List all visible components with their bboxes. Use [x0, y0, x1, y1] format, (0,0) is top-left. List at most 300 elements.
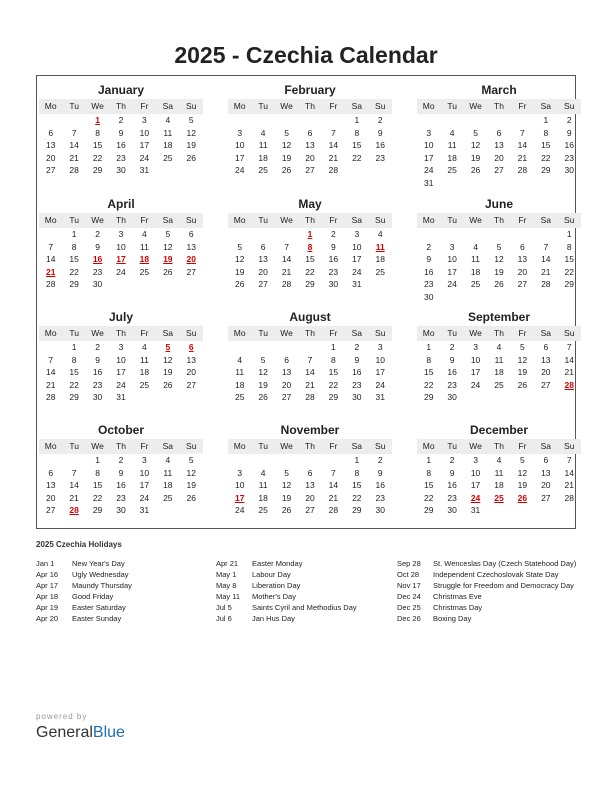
day-cell: 18 [447, 152, 457, 163]
week-row [417, 241, 581, 254]
day-cell: 10 [375, 354, 385, 365]
day-cell: 22 [541, 152, 551, 163]
day-cell: 10 [234, 480, 245, 490]
day-cell: 18 [494, 480, 504, 490]
day-cell: 24 [447, 279, 457, 289]
day-cell: 25 [375, 266, 385, 277]
day-cell: 23 [116, 492, 126, 503]
week-row [228, 391, 392, 404]
day-cell: 14 [564, 354, 574, 365]
weekday-label: Su [564, 101, 575, 111]
day-cell: 15 [305, 254, 315, 264]
holiday-entry [36, 591, 196, 602]
day-cell: 16 [447, 480, 457, 490]
holiday-name: Christmas Day [433, 603, 483, 612]
day-cell: 29 [69, 392, 79, 402]
day-cell: 24 [423, 165, 434, 175]
day-cell: 10 [116, 241, 126, 252]
day-cell: 9 [331, 241, 336, 252]
empty-cell [156, 391, 179, 404]
weekday-label: We [469, 328, 482, 338]
day-cell: 10 [352, 241, 362, 252]
day-cell: 2 [449, 342, 455, 352]
day-cell: 23 [116, 152, 126, 163]
day-cell: 30 [328, 279, 339, 289]
holiday-day-cell: 21 [45, 266, 56, 277]
day-cell: 3 [142, 455, 147, 465]
week-row [228, 139, 392, 152]
month-june [417, 195, 581, 303]
holiday-date: Apr 17 [36, 581, 59, 590]
day-cell: 28 [69, 165, 79, 175]
weekday-label: Fr [140, 441, 149, 451]
day-cell: 13 [541, 354, 551, 365]
day-cell: 22 [423, 492, 434, 503]
week-row [228, 164, 392, 177]
day-cell: 25 [139, 379, 150, 390]
empty-cell [487, 391, 510, 404]
day-cell: 30 [447, 505, 457, 515]
empty-cell [39, 114, 62, 127]
day-cell: 26 [470, 165, 481, 175]
weekday-header [39, 326, 203, 341]
day-cell: 9 [118, 127, 124, 138]
day-cell: 5 [473, 127, 478, 138]
weekday-label: Mo [233, 101, 246, 111]
holiday-day-cell: 26 [517, 492, 528, 503]
day-cell: 7 [566, 455, 572, 465]
day-cell: 18 [494, 367, 504, 377]
weekday-label: Mo [44, 441, 57, 451]
day-cell: 15 [564, 254, 574, 264]
day-cell: 22 [69, 266, 79, 277]
week-row [39, 504, 203, 517]
day-cell: 24 [234, 165, 245, 175]
empty-cell [133, 391, 156, 404]
holiday-day-cell: 17 [234, 492, 245, 503]
weekday-header [228, 99, 392, 114]
weekday-label: Mo [233, 328, 246, 338]
holiday-date: May 8 [216, 581, 237, 590]
day-cell: 27 [258, 279, 268, 289]
day-cell: 9 [354, 354, 360, 365]
day-cell: 6 [307, 127, 313, 138]
brand-logo[interactable] [36, 724, 125, 742]
empty-cell [511, 291, 534, 304]
week-row [417, 127, 581, 140]
week-row [228, 379, 392, 392]
day-cell: 24 [116, 379, 126, 390]
empty-cell [440, 177, 463, 190]
week-row [417, 341, 581, 354]
day-cell: 21 [281, 266, 292, 277]
day-cell: 13 [186, 354, 196, 365]
day-cell: 1 [331, 342, 336, 352]
weekday-label: Tu [69, 441, 79, 451]
day-cell: 5 [496, 241, 502, 252]
week-row [228, 266, 392, 279]
holiday-date: Jul 5 [216, 603, 232, 612]
weekday-label: We [469, 441, 482, 451]
month-april [39, 195, 203, 291]
day-cell: 16 [423, 266, 434, 277]
week-row [39, 114, 203, 127]
day-cell: 26 [186, 492, 196, 503]
weekday-label: Fr [329, 215, 338, 225]
day-cell: 19 [258, 379, 268, 390]
weekday-label: Th [116, 101, 126, 111]
empty-cell [251, 114, 274, 127]
day-cell: 4 [165, 115, 171, 125]
day-cell: 22 [352, 152, 362, 163]
month-august [228, 308, 392, 404]
weekday-label: Tu [447, 101, 457, 111]
week-row [228, 152, 392, 165]
holiday-name: Ugly Wednesday [72, 570, 129, 579]
day-cell: 21 [517, 152, 528, 163]
day-cell: 12 [163, 354, 173, 365]
day-cell: 17 [139, 140, 150, 150]
weekday-label: Tu [447, 215, 457, 225]
day-cell: 31 [375, 392, 385, 402]
holiday-date: Dec 26 [397, 614, 421, 623]
holiday-name: Independent Czechoslovak State Day [433, 570, 559, 579]
week-row [39, 127, 203, 140]
day-cell: 7 [331, 467, 336, 478]
empty-cell [440, 228, 463, 241]
empty-cell [464, 228, 487, 241]
day-cell: 12 [186, 467, 196, 478]
day-cell: 3 [449, 241, 455, 252]
month-march [417, 81, 581, 189]
day-cell: 11 [163, 467, 173, 478]
day-cell: 14 [69, 140, 79, 150]
day-cell: 20 [186, 367, 196, 377]
empty-cell [251, 341, 274, 354]
weekday-header [39, 213, 203, 228]
day-cell: 15 [328, 367, 339, 377]
week-row [39, 228, 203, 241]
weekday-label: Sa [351, 328, 363, 338]
holiday-entry [216, 569, 376, 580]
day-cell: 12 [163, 241, 173, 252]
day-cell: 15 [92, 480, 103, 490]
week-row [228, 454, 392, 467]
day-cell: 3 [118, 229, 124, 239]
day-cell: 4 [473, 241, 478, 252]
day-cell: 4 [377, 229, 383, 239]
weekday-header [417, 213, 581, 228]
weekday-label: Sa [540, 328, 552, 338]
day-cell: 23 [423, 279, 434, 289]
day-cell: 30 [92, 279, 103, 289]
empty-cell [275, 114, 298, 127]
day-cell: 23 [92, 379, 103, 390]
holiday-day-cell: 5 [165, 342, 171, 352]
day-cell: 11 [258, 140, 268, 150]
day-cell: 19 [281, 492, 292, 503]
day-cell: 4 [449, 127, 455, 138]
day-cell: 6 [48, 127, 54, 138]
holiday-entry [397, 613, 583, 624]
week-row [417, 228, 581, 241]
month-title: February [284, 83, 336, 97]
day-cell: 16 [116, 140, 126, 150]
day-cell: 18 [470, 266, 481, 277]
empty-cell [511, 114, 534, 127]
month-title: December [469, 423, 529, 437]
holiday-name: St. Wenceslas Day (Czech Statehood Day) [433, 559, 577, 568]
holiday-name: Easter Monday [252, 559, 303, 568]
week-row [417, 479, 581, 492]
day-cell: 21 [564, 367, 574, 377]
week-row [39, 391, 203, 404]
day-cell: 23 [447, 379, 457, 390]
weekday-label: Mo [422, 101, 435, 111]
empty-cell [39, 228, 62, 241]
day-cell: 6 [48, 467, 54, 478]
day-cell: 3 [142, 115, 147, 125]
empty-cell [487, 177, 510, 190]
day-cell: 12 [186, 127, 196, 138]
day-cell: 6 [188, 229, 194, 239]
day-cell: 1 [426, 455, 432, 465]
day-cell: 14 [328, 140, 339, 150]
day-cell: 24 [375, 379, 385, 390]
week-row [39, 366, 203, 379]
day-cell: 24 [352, 266, 362, 277]
week-row [417, 467, 581, 480]
day-cell: 14 [517, 140, 528, 150]
empty-cell [156, 164, 179, 177]
day-cell: 5 [165, 229, 171, 239]
holiday-date: Apr 20 [36, 614, 59, 623]
day-cell: 8 [95, 127, 100, 138]
month-title: March [481, 83, 517, 97]
week-row [417, 152, 581, 165]
holiday-day-cell: 25 [494, 492, 504, 503]
day-cell: 7 [71, 467, 77, 478]
weekday-label: Sa [540, 441, 552, 451]
month-title: August [289, 310, 331, 324]
week-row [417, 291, 581, 304]
day-cell: 19 [517, 480, 528, 490]
empty-cell [109, 278, 132, 291]
holiday-date: Apr 16 [36, 570, 59, 579]
day-cell: 22 [423, 379, 434, 390]
day-cell: 12 [494, 254, 504, 264]
weekday-label: Tu [258, 328, 268, 338]
week-row [417, 354, 581, 367]
weekday-label: Sa [162, 101, 174, 111]
weekday-label: Sa [540, 215, 552, 225]
holiday-date: Apr 21 [216, 559, 239, 568]
day-cell: 14 [328, 480, 339, 490]
powered-by-text: powered by [36, 712, 88, 721]
empty-cell [275, 454, 298, 467]
holiday-date: Oct 28 [397, 570, 420, 579]
empty-cell [440, 291, 463, 304]
day-cell: 9 [426, 254, 432, 264]
day-cell: 17 [139, 480, 150, 490]
empty-cell [558, 177, 581, 190]
weekday-label: Th [305, 328, 315, 338]
weekday-label: Tu [69, 215, 79, 225]
week-row [39, 253, 203, 266]
day-cell: 8 [95, 467, 100, 478]
day-cell: 2 [449, 455, 455, 465]
empty-cell [322, 454, 345, 467]
day-cell: 12 [281, 140, 292, 150]
day-cell: 6 [284, 354, 289, 365]
day-cell: 27 [494, 165, 504, 175]
day-cell: 20 [541, 480, 551, 490]
day-cell: 9 [377, 127, 383, 138]
weekday-label: Su [375, 215, 386, 225]
week-row [39, 467, 203, 480]
day-cell: 26 [186, 152, 196, 163]
weekday-label: Th [305, 441, 315, 451]
day-cell: 10 [423, 140, 434, 150]
week-row [39, 454, 203, 467]
holiday-name: New Year's Day [72, 559, 125, 568]
day-cell: 28 [564, 492, 574, 503]
day-cell: 18 [163, 140, 173, 150]
weekday-label: We [280, 215, 293, 225]
day-cell: 1 [354, 115, 360, 125]
weekday-header [417, 99, 581, 114]
weekday-label: Fr [518, 101, 527, 111]
weekday-label: We [469, 101, 482, 111]
day-cell: 24 [116, 266, 126, 277]
day-cell: 10 [470, 354, 481, 365]
empty-cell [464, 391, 487, 404]
holiday-date: Dec 24 [397, 592, 421, 601]
day-cell: 4 [142, 342, 147, 352]
empty-cell [228, 228, 251, 241]
day-cell: 25 [139, 266, 150, 277]
day-cell: 27 [281, 392, 292, 402]
week-row [417, 492, 581, 505]
weekday-label: Tu [258, 101, 268, 111]
day-cell: 7 [543, 241, 549, 252]
weekday-label: Th [494, 215, 504, 225]
day-cell: 2 [566, 115, 572, 125]
weekday-label: Sa [162, 441, 174, 451]
empty-cell [62, 454, 85, 467]
empty-cell [511, 177, 534, 190]
day-cell: 1 [71, 342, 77, 352]
week-row [417, 266, 581, 279]
day-cell: 25 [470, 279, 481, 289]
day-cell: 27 [305, 165, 315, 175]
empty-cell [133, 278, 156, 291]
holiday-day-cell: 20 [186, 254, 196, 264]
day-cell: 16 [328, 254, 339, 264]
week-row [228, 341, 392, 354]
day-cell: 8 [426, 467, 432, 478]
week-row [228, 366, 392, 379]
month-title: September [467, 310, 531, 324]
day-cell: 11 [447, 140, 457, 150]
day-cell: 1 [426, 342, 432, 352]
page-title: 2025 - Czechia Calendar [174, 42, 438, 68]
day-cell: 12 [517, 467, 528, 478]
empty-cell [62, 114, 85, 127]
empty-cell [487, 504, 510, 517]
day-cell: 22 [352, 492, 362, 503]
day-cell: 12 [517, 354, 528, 365]
day-cell: 12 [234, 254, 245, 264]
day-cell: 23 [375, 492, 385, 503]
weekday-header [417, 439, 581, 454]
day-cell: 27 [45, 165, 56, 175]
day-cell: 4 [237, 354, 243, 365]
day-cell: 28 [45, 279, 56, 289]
week-row [228, 228, 392, 241]
day-cell: 29 [305, 279, 315, 289]
day-cell: 21 [45, 379, 56, 390]
day-cell: 18 [163, 480, 173, 490]
weekday-label: Th [305, 101, 315, 111]
day-cell: 11 [163, 127, 173, 138]
weekday-label: Fr [329, 441, 338, 451]
weekday-header [417, 326, 581, 341]
holiday-day-cell: 6 [188, 342, 194, 352]
day-cell: 27 [305, 505, 315, 515]
day-cell: 20 [45, 152, 56, 163]
week-row [417, 177, 581, 190]
empty-cell [558, 391, 581, 404]
day-cell: 16 [375, 140, 385, 150]
day-cell: 6 [520, 241, 525, 252]
day-cell: 9 [377, 467, 383, 478]
day-cell: 4 [496, 455, 502, 465]
day-cell: 3 [354, 229, 360, 239]
day-cell: 20 [281, 379, 292, 390]
day-cell: 2 [118, 115, 124, 125]
day-cell: 20 [258, 266, 268, 277]
day-cell: 30 [447, 392, 457, 402]
day-cell: 14 [305, 367, 315, 377]
holiday-date: Jan 1 [36, 559, 55, 568]
day-cell: 17 [470, 480, 481, 490]
month-may [228, 195, 392, 291]
holiday-entry [397, 602, 583, 613]
empty-cell [558, 291, 581, 304]
weekday-label: Th [116, 328, 126, 338]
day-cell: 2 [377, 455, 383, 465]
week-row [39, 479, 203, 492]
week-row [39, 354, 203, 367]
brand-general: General [36, 724, 93, 741]
day-cell: 6 [543, 455, 549, 465]
day-cell: 26 [517, 379, 528, 390]
day-cell: 23 [447, 492, 457, 503]
day-cell: 6 [543, 342, 549, 352]
day-cell: 5 [260, 354, 266, 365]
weekday-label: Fr [329, 101, 338, 111]
empty-cell [322, 114, 345, 127]
day-cell: 20 [305, 492, 315, 503]
day-cell: 28 [281, 279, 292, 289]
week-row [417, 366, 581, 379]
holiday-entry [36, 558, 196, 569]
empty-cell [228, 454, 251, 467]
day-cell: 22 [92, 492, 103, 503]
day-cell: 13 [305, 480, 315, 490]
empty-cell [487, 228, 510, 241]
